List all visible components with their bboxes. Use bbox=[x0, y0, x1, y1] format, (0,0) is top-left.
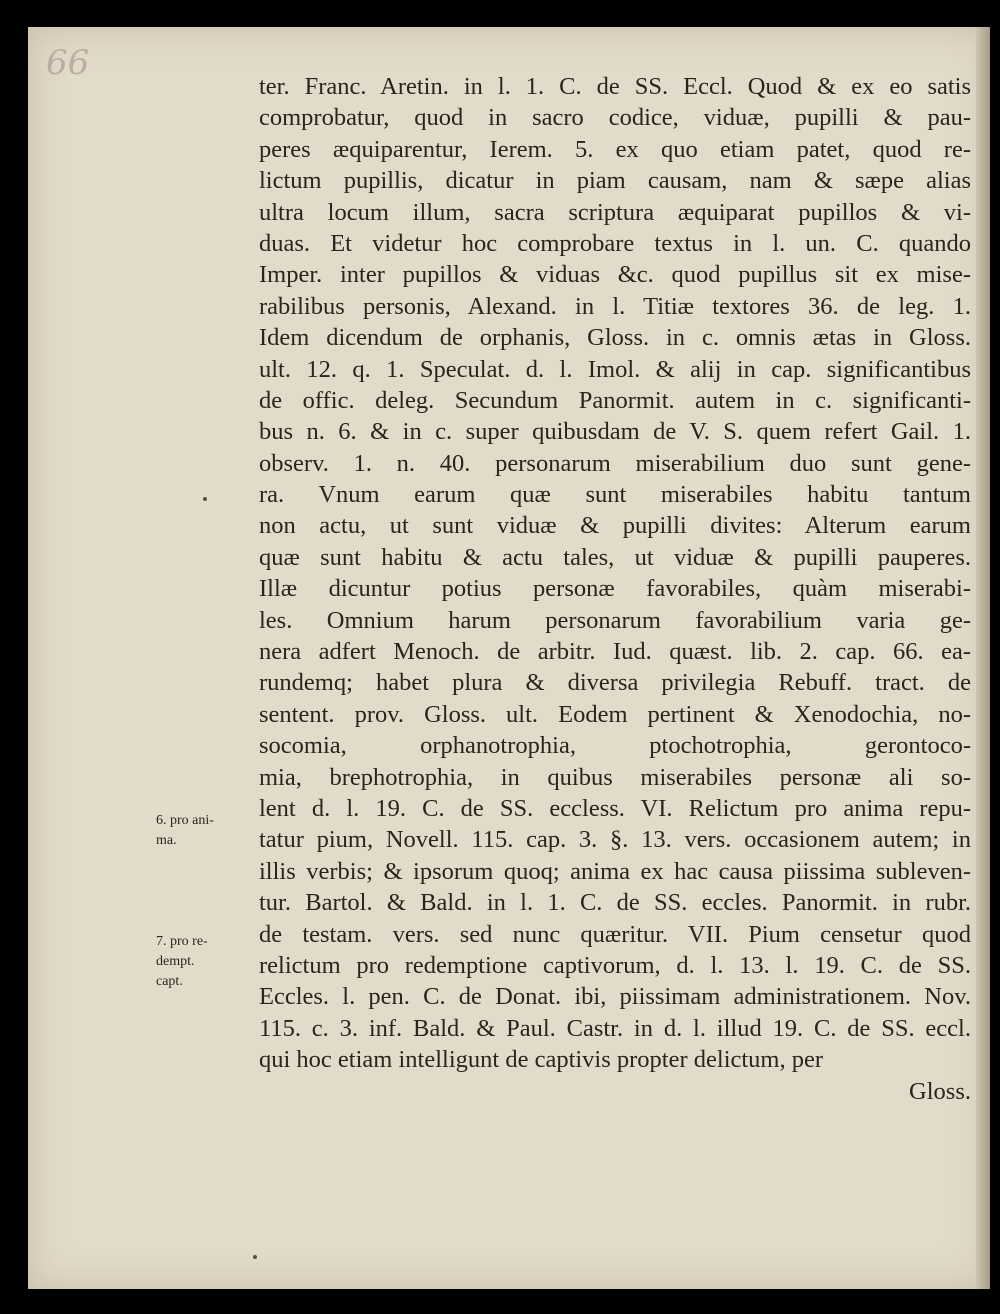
text-line: mia, brephotrophia, in quibus miserabiles personæ ali so- bbox=[259, 763, 971, 791]
text-line: ra. Vnum earum quæ sunt miserabiles habitu tantum bbox=[259, 481, 971, 509]
text-line: Imper. inter pupillos & viduas &c. quod pupillus sit ex mise- bbox=[259, 261, 971, 289]
margin-note-6 bbox=[156, 811, 256, 851]
text-line: 115. c. 3. inf. Bald. & Paul. Castr. in d. l. illud 19. C. de SS. eccl. bbox=[259, 1014, 971, 1042]
text-line: Illæ dicuntur potius personæ favorabiles, quàm miserabi- bbox=[259, 575, 971, 603]
text-line: quæ sunt habitu & actu tales, ut viduæ & pupilli pauperes. bbox=[259, 543, 971, 571]
text-line: lictum pupillis, dicatur in piam causam, nam & sæpe alias bbox=[259, 167, 971, 195]
margin-note-7 bbox=[156, 932, 256, 992]
text-line: ultra locum illum, sacra scriptura æquiparat pupillos & vi- bbox=[259, 198, 971, 226]
margin-note-line: 7. pro re- bbox=[156, 934, 208, 949]
text-line: rundemq; habet plura & diversa privilegia Rebuff. tract. de bbox=[259, 669, 971, 697]
text-line: les. Omnium harum personarum favorabilium varia ge- bbox=[259, 606, 971, 634]
text-line: sentent. prov. Gloss. ult. Eodem pertinent & Xenodochia, no- bbox=[259, 700, 971, 728]
paper-speck bbox=[253, 1255, 257, 1259]
text-line: qui hoc etiam intelligunt de captivis propter delictum, per bbox=[259, 1046, 824, 1074]
text-line: non actu, ut sunt viduæ & pupilli divites: Alterum earum bbox=[259, 512, 971, 540]
page-number: 66 bbox=[46, 43, 90, 83]
body-text bbox=[259, 71, 971, 1107]
text-line: comprobatur, quod in sacro codice, viduæ, pupilli & pau- bbox=[259, 104, 971, 132]
text-line: rabilibus personis, Alexand. in l. Titiæ textores 36. de leg. 1. bbox=[259, 292, 971, 320]
text-line: Idem dicendum de orphanis, Gloss. in c. omnis ætas in Gloss. bbox=[259, 324, 971, 352]
text-line: peres æquiparentur, Ierem. 5. ex quo etiam patet, quod re- bbox=[259, 135, 971, 163]
text-line: de testam. vers. sed nunc quæritur. VII. Pium censetur quod bbox=[259, 920, 971, 948]
book-page bbox=[28, 27, 990, 1289]
paper-speck bbox=[203, 497, 207, 501]
text-line: bus n. 6. & in c. super quibusdam de V. S. quem refert Gail. 1. bbox=[259, 418, 971, 446]
text-line: ult. 12. q. 1. Speculat. d. l. Imol. & alij in cap. significantibus bbox=[259, 355, 971, 383]
text-line: illis verbis; & ipsorum quoq; anima ex hac causa piissima subleven- bbox=[259, 857, 971, 885]
margin-note-line: dempt. bbox=[156, 954, 195, 969]
margin-note-line: 6. pro ani- bbox=[156, 813, 214, 828]
text-line: tatur pium, Novell. 115. cap. 3. §. 13. vers. occasionem autem; in bbox=[259, 826, 971, 854]
margin-note-line: ma. bbox=[156, 833, 177, 848]
text-line: Eccles. l. pen. C. de Donat. ibi, piissimam administrationem. Nov. bbox=[259, 983, 971, 1011]
text-line: lent d. l. 19. C. de SS. eccless. VI. Relictum pro anima repu- bbox=[259, 794, 971, 822]
margin-note-line: capt. bbox=[156, 974, 183, 989]
text-line: duas. Et videtur hoc comprobare textus in l. un. C. quando bbox=[259, 229, 971, 257]
page-edge bbox=[976, 27, 990, 1289]
text-line: tur. Bartol. & Bald. in l. 1. C. de SS. eccles. Panormit. in rubr. bbox=[259, 889, 971, 917]
text-line: nera adfert Menoch. de arbitr. Iud. quæst. lib. 2. cap. 66. ea- bbox=[259, 638, 971, 666]
text-line: socomia, orphanotrophia, ptochotrophia, gerontoco- bbox=[259, 732, 971, 760]
text-line: ter. Franc. Aretin. in l. 1. C. de SS. Eccl. Quod & ex eo satis bbox=[259, 73, 971, 100]
text-line: relictum pro redemptione captivorum, d. l. 13. l. 19. C. de SS. bbox=[259, 951, 971, 979]
catchword: Gloss. bbox=[909, 1077, 971, 1105]
text-line: de offic. deleg. Secundum Panormit. autem in c. significanti- bbox=[259, 386, 971, 414]
text-line: observ. 1. n. 40. personarum miserabilium duo sunt gene- bbox=[259, 449, 971, 477]
